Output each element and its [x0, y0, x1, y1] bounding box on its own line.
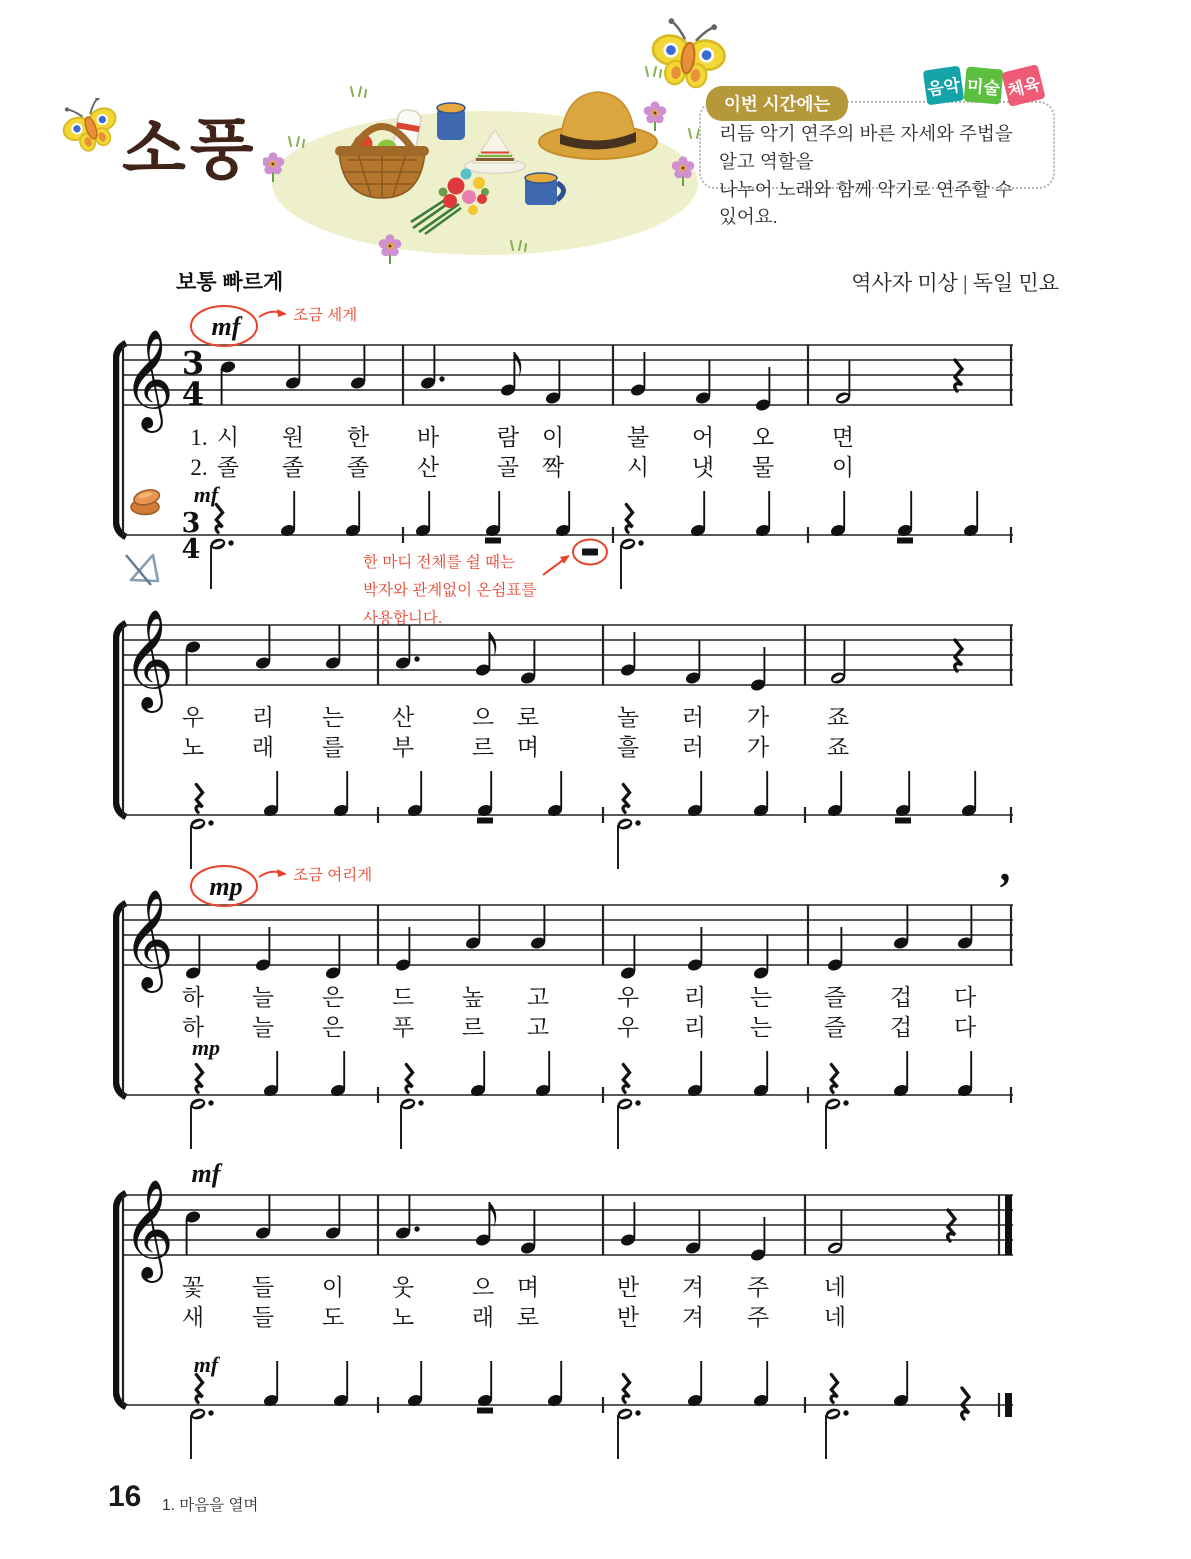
svg-text:졸: 졸: [346, 455, 370, 480]
verse-number-1: 1.: [190, 425, 208, 450]
svg-text:3: 3: [181, 344, 205, 382]
svg-text:부: 부: [391, 735, 415, 760]
whole-rest-example: [582, 549, 598, 556]
dynamic-mp: mp: [209, 872, 243, 901]
svg-text:늘: 늘: [251, 985, 275, 1010]
svg-text:며: 며: [516, 735, 540, 760]
svg-text:고: 고: [526, 1015, 550, 1040]
svg-text:오: 오: [751, 425, 775, 450]
melody-notes: [185, 1195, 955, 1262]
percussion-notes: [190, 1051, 974, 1149]
svg-text:바: 바: [416, 425, 440, 450]
percussion-dynamic-mf: mf: [193, 1352, 219, 1377]
svg-text:우: 우: [616, 985, 640, 1010]
svg-text:죠: 죠: [826, 735, 850, 760]
attribution: 역사자 미상 | 독일 민요: [851, 271, 1059, 295]
svg-text:한: 한: [346, 425, 370, 450]
svg-text:드: 드: [391, 985, 415, 1010]
lyrics-line-1: [182, 985, 977, 1010]
svg-text:하: 하: [181, 985, 205, 1010]
svg-text:다: 다: [953, 1015, 977, 1040]
melody-staff: [123, 345, 1013, 535]
lyrics-line-1: [190, 425, 854, 450]
melody-notes: [220, 345, 962, 412]
svg-text:겁: 겁: [889, 985, 913, 1010]
melody-staff: [123, 1195, 1013, 1405]
svg-text:도: 도: [321, 1305, 345, 1330]
picnic-illustration: [263, 80, 708, 265]
footer-section: 1. 마음을 열며: [162, 1497, 259, 1514]
svg-text:졸: 졸: [216, 455, 240, 480]
svg-text:시: 시: [626, 455, 650, 480]
final-barline: [1005, 1393, 1012, 1417]
svg-text:는: 는: [749, 985, 773, 1010]
svg-text:람: 람: [496, 425, 520, 450]
svg-text:리: 리: [683, 985, 707, 1010]
treble-clef: 𝄞: [123, 889, 174, 989]
lesson-description-line-1: 리듬 악기 연주의 바른 자세와 주법을 알고 역할을: [719, 123, 1013, 172]
treble-clef: 𝄞: [123, 329, 174, 429]
svg-text:우: 우: [616, 1015, 640, 1040]
svg-text:로: 로: [516, 705, 540, 730]
svg-text:우: 우: [181, 705, 205, 730]
lyrics-line-2: [182, 1015, 977, 1040]
svg-text:네: 네: [823, 1305, 847, 1330]
percussion-time-top: 3: [181, 508, 201, 539]
svg-text:러: 러: [681, 735, 705, 760]
svg-text:웃: 웃: [391, 1275, 415, 1300]
svg-text:냇: 냇: [691, 455, 715, 480]
svg-text:는: 는: [321, 705, 345, 730]
svg-text:물: 물: [751, 455, 775, 480]
svg-text:래: 래: [471, 1305, 495, 1330]
svg-text:르: 르: [461, 1015, 485, 1040]
svg-text:들: 들: [251, 1305, 275, 1330]
svg-text:불: 불: [626, 425, 650, 450]
svg-text:골: 골: [496, 455, 520, 480]
lyrics-line-2: [182, 1305, 846, 1330]
svg-text:는: 는: [749, 1015, 773, 1040]
treble-clef: 𝄞: [123, 609, 174, 709]
final-barline: [1005, 1195, 1012, 1255]
page-title: 소풍: [122, 112, 258, 186]
blue-cup: [437, 103, 465, 140]
svg-text:으: 으: [471, 1275, 495, 1300]
svg-text:반: 반: [616, 1305, 640, 1330]
svg-text:노: 노: [181, 735, 205, 760]
svg-text:짝: 짝: [541, 455, 565, 480]
music-system-2: [113, 595, 1153, 895]
svg-text:주: 주: [746, 1305, 770, 1330]
svg-text:어: 어: [691, 425, 715, 450]
rest-rule-line-1: 한 마디 전체를 쉴 때는: [363, 554, 515, 571]
treble-clef: 𝄞: [123, 1179, 174, 1279]
percussion-dynamic-mf: mf: [193, 482, 219, 507]
svg-text:리: 리: [251, 705, 275, 730]
svg-text:겁: 겁: [889, 1015, 913, 1040]
svg-text:면: 면: [831, 425, 855, 450]
svg-text:은: 은: [321, 1015, 345, 1040]
lesson-badge: 이번 시간에는: [706, 86, 848, 121]
mf-annotation-text: 조금 세게: [293, 307, 358, 324]
svg-text:를: 를: [321, 735, 345, 760]
svg-text:노: 노: [391, 1305, 415, 1330]
svg-text:르: 르: [471, 735, 495, 760]
svg-text:러: 러: [681, 705, 705, 730]
svg-text:네: 네: [823, 1275, 847, 1300]
subject-tab-music: 음악: [923, 66, 965, 106]
svg-text:늘: 늘: [251, 1015, 275, 1040]
svg-text:겨: 겨: [681, 1305, 705, 1330]
lyrics-line-1: [182, 1275, 846, 1300]
music-system-3: [113, 855, 1153, 1155]
svg-text:고: 고: [526, 985, 550, 1010]
time-signature: [182, 344, 204, 413]
svg-text:이: 이: [831, 455, 855, 480]
svg-text:하: 하: [181, 1015, 205, 1040]
percussion-dynamic-mp: mp: [191, 1035, 221, 1060]
svg-text:겨: 겨: [681, 1275, 705, 1300]
svg-text:반: 반: [616, 1275, 640, 1300]
subject-tabs: [922, 68, 1042, 103]
svg-text:놀: 놀: [616, 705, 640, 730]
svg-text:원: 원: [281, 425, 305, 450]
svg-text:산: 산: [391, 705, 415, 730]
dynamic-mf: mf: [191, 1159, 221, 1188]
rest-rule-line-3: 사용합니다.: [363, 610, 443, 627]
svg-text:죠: 죠: [826, 705, 850, 730]
page-number: 16: [108, 1480, 142, 1513]
svg-text:가: 가: [746, 705, 770, 730]
breath-mark: ’: [995, 864, 1011, 913]
dynamic-mf: mf: [211, 312, 241, 341]
svg-text:리: 리: [683, 1015, 707, 1040]
svg-text:즐: 즐: [823, 1015, 847, 1040]
lyrics-line-2: [190, 455, 854, 480]
butterfly-left: [58, 98, 124, 154]
percussion-staff: [123, 1393, 1013, 1417]
svg-text:다: 다: [953, 985, 977, 1010]
music-system-4: [113, 1150, 1153, 1480]
subject-tab-pe: 체육: [1001, 64, 1045, 107]
svg-text:높: 높: [461, 985, 485, 1010]
svg-text:들: 들: [251, 1275, 275, 1300]
percussion-staff: [123, 807, 1013, 823]
percussion-notes: [190, 1361, 969, 1459]
svg-text:며: 며: [516, 1275, 540, 1300]
svg-text:졸: 졸: [281, 455, 305, 480]
svg-text:즐: 즐: [823, 985, 847, 1010]
svg-text:새: 새: [181, 1305, 205, 1330]
lyrics-line-1: [182, 705, 849, 730]
subject-tab-art: 미술: [964, 66, 1004, 104]
svg-text:시: 시: [216, 425, 240, 450]
svg-text:꽃: 꽃: [181, 1275, 205, 1300]
melody-notes: [185, 905, 974, 980]
butterfly-top: [642, 18, 734, 96]
percussion-staff: [123, 1087, 1013, 1103]
melody-notes: [185, 625, 962, 692]
svg-text:이: 이: [541, 425, 565, 450]
svg-text:이: 이: [321, 1275, 345, 1300]
svg-text:푸: 푸: [391, 1015, 415, 1040]
lesson-description-line-2: 나누어 노래와 함께 악기로 연주할 수 있어요.: [719, 178, 1013, 228]
svg-text:로: 로: [516, 1305, 540, 1330]
rest-rule-line-2: 박자와 관계없이 온쉼표를: [363, 582, 537, 599]
verse-number-2: 2.: [190, 455, 208, 480]
svg-text:산: 산: [416, 455, 440, 480]
svg-text:4: 4: [181, 375, 205, 413]
svg-text:으: 으: [471, 705, 495, 730]
tempo-marking: 보통 빠르게: [176, 271, 284, 294]
svg-text:래: 래: [251, 735, 275, 760]
svg-text:흘: 흘: [616, 735, 640, 760]
lyrics-line-2: [182, 735, 849, 760]
svg-text:은: 은: [321, 985, 345, 1010]
mp-annotation-text: 조금 여리게: [293, 867, 373, 884]
svg-text:가: 가: [746, 735, 770, 760]
percussion-time-bottom: 4: [181, 534, 201, 565]
svg-text:주: 주: [746, 1275, 770, 1300]
